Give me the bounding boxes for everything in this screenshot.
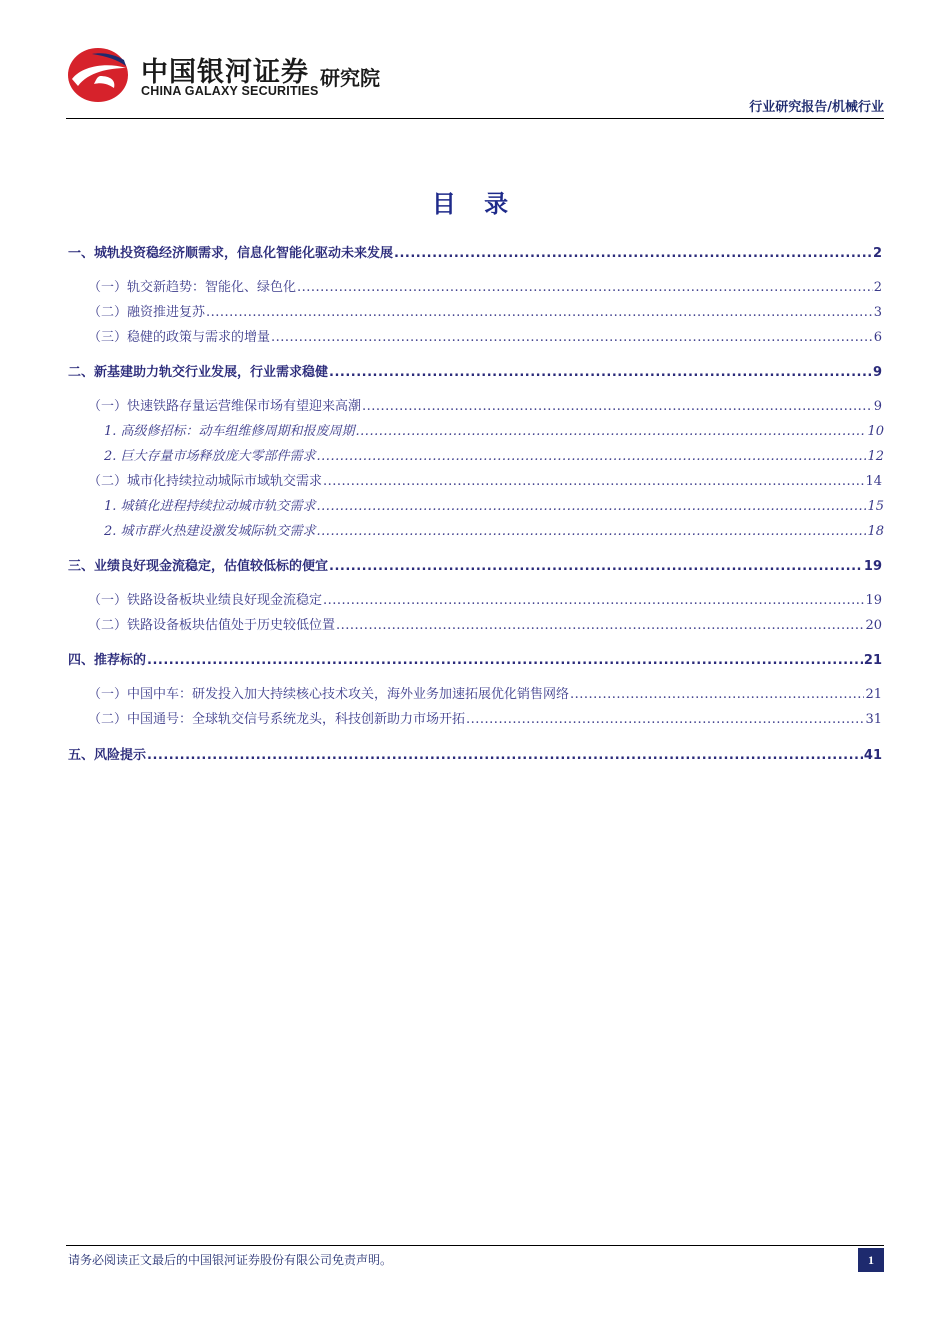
toc-entry-label: 1. 城镇化进程持续拉动城市轨交需求 <box>104 499 316 514</box>
toc-entry-label: （一）快速铁路存量运营维保市场有望迎来高潮 <box>88 399 362 414</box>
toc-entry-page: 2 <box>873 280 882 295</box>
toc-leader <box>466 712 864 727</box>
toc-entry-label: （二）融资推进复苏 <box>88 305 206 320</box>
toc-entry-label: 二、新基建助力轨交行业发展，行业需求稳健 <box>68 365 329 380</box>
toc-entry[interactable] <box>88 683 882 702</box>
toc-entry-page: 3 <box>873 305 882 320</box>
toc-entry[interactable] <box>104 495 884 514</box>
toc-leader <box>297 280 873 295</box>
toc-entry[interactable] <box>88 276 882 295</box>
toc-entry-label: （三）稳健的政策与需求的增量 <box>88 330 271 345</box>
toc-entry-page: 2 <box>872 246 882 261</box>
footer-disclaimer: 请务必阅读正文最后的中国银河证券股份有限公司免责声明。 <box>68 1253 393 1267</box>
toc-entry[interactable] <box>68 555 882 574</box>
toc-entry-label: 1. 高级修招标：动车组维修周期和报废周期 <box>104 424 355 439</box>
toc-entry[interactable] <box>104 445 884 464</box>
toc-entry-label: （二）城市化持续拉动城际市域轨交需求 <box>88 474 323 489</box>
toc-entry-label: 四、推荐标的 <box>68 653 147 668</box>
toc-entry[interactable] <box>88 301 882 320</box>
toc-leader <box>329 365 872 380</box>
toc-entry-page: 21 <box>863 653 882 668</box>
toc-entry[interactable] <box>68 242 882 261</box>
toc-entry-page: 15 <box>867 499 884 514</box>
toc-entry-label: （二）中国通号：全球轨交信号系统龙头，科技创新助力市场开拓 <box>88 712 466 727</box>
toc-leader <box>147 653 863 668</box>
toc-entry-label: 一、城轨投资稳经济顺需求，信息化智能化驱动未来发展 <box>68 246 394 261</box>
toc-entry-label: 三、业绩良好现金流稳定，估值较低标的便宜 <box>68 559 329 574</box>
toc-entry[interactable] <box>68 361 882 380</box>
toc-leader <box>323 474 864 489</box>
toc-entry-label: （二）铁路设备板块估值处于历史较低位置 <box>88 618 336 633</box>
toc-leader <box>271 330 873 345</box>
toc-entry-label: 五、风险提示 <box>68 748 147 763</box>
toc-entry[interactable] <box>88 614 882 633</box>
toc-leader <box>362 399 873 414</box>
toc-entry-label: 2. 城市群火热建设激发城际轨交需求 <box>104 524 316 539</box>
toc-entry-page: 41 <box>863 748 882 763</box>
toc-leader <box>323 593 864 608</box>
toc-leader <box>317 499 867 514</box>
toc-entry-label: （一）中国中车：研发投入加大持续核心技术攻关，海外业务加速拓展优化销售网络 <box>88 687 570 702</box>
galaxy-logo-icon <box>66 46 130 104</box>
report-type: 行业研究报告/机械行业 <box>749 100 884 115</box>
toc-entry-label: 2. 巨大存量市场释放庞大零部件需求 <box>104 449 316 464</box>
toc-entry-page: 9 <box>873 399 882 414</box>
header-divider <box>66 118 884 119</box>
toc-entry-page: 19 <box>865 593 882 608</box>
toc-leader <box>317 524 867 539</box>
toc-entry[interactable] <box>68 744 882 763</box>
institute-label: 研究院 <box>320 66 380 90</box>
page-number: 1 <box>858 1248 884 1272</box>
toc-entry-page: 10 <box>867 424 884 439</box>
toc-leader <box>356 424 867 439</box>
toc-entry-label: （一）铁路设备板块业绩良好现金流稳定 <box>88 593 323 608</box>
toc-entry[interactable] <box>88 326 882 345</box>
toc-entry[interactable] <box>88 395 882 414</box>
toc-leader <box>329 559 863 574</box>
toc-entry-page: 19 <box>863 559 882 574</box>
toc-entry-page: 6 <box>873 330 882 345</box>
toc-entry[interactable] <box>88 589 882 608</box>
brand-name-cn: 中国银河证券 <box>141 57 309 88</box>
page-header <box>0 0 950 122</box>
toc-entry[interactable] <box>68 649 882 668</box>
toc-entry[interactable] <box>88 470 882 489</box>
toc-entry-page: 20 <box>865 618 882 633</box>
footer-divider <box>66 1245 884 1246</box>
toc-leader <box>206 305 873 320</box>
toc-entry[interactable] <box>104 520 884 539</box>
toc-entry-page: 18 <box>867 524 884 539</box>
toc-entry-page: 9 <box>872 365 882 380</box>
toc-entry-label: （一）轨交新趋势：智能化、绿色化 <box>88 280 297 295</box>
toc-title: 目 录 <box>431 190 519 218</box>
toc-leader <box>394 246 872 261</box>
brand-name-en: CHINA GALAXY SECURITIES <box>141 84 319 98</box>
toc-leader <box>336 618 864 633</box>
toc-entry[interactable] <box>88 708 882 727</box>
toc-leader <box>570 687 864 702</box>
toc-leader <box>147 748 863 763</box>
toc-entry-page: 21 <box>865 687 882 702</box>
toc-entry-page: 12 <box>867 449 884 464</box>
toc-leader <box>317 449 867 464</box>
toc-entry-page: 31 <box>865 712 882 727</box>
toc-entry-page: 14 <box>865 474 882 489</box>
toc-entry[interactable] <box>104 420 884 439</box>
